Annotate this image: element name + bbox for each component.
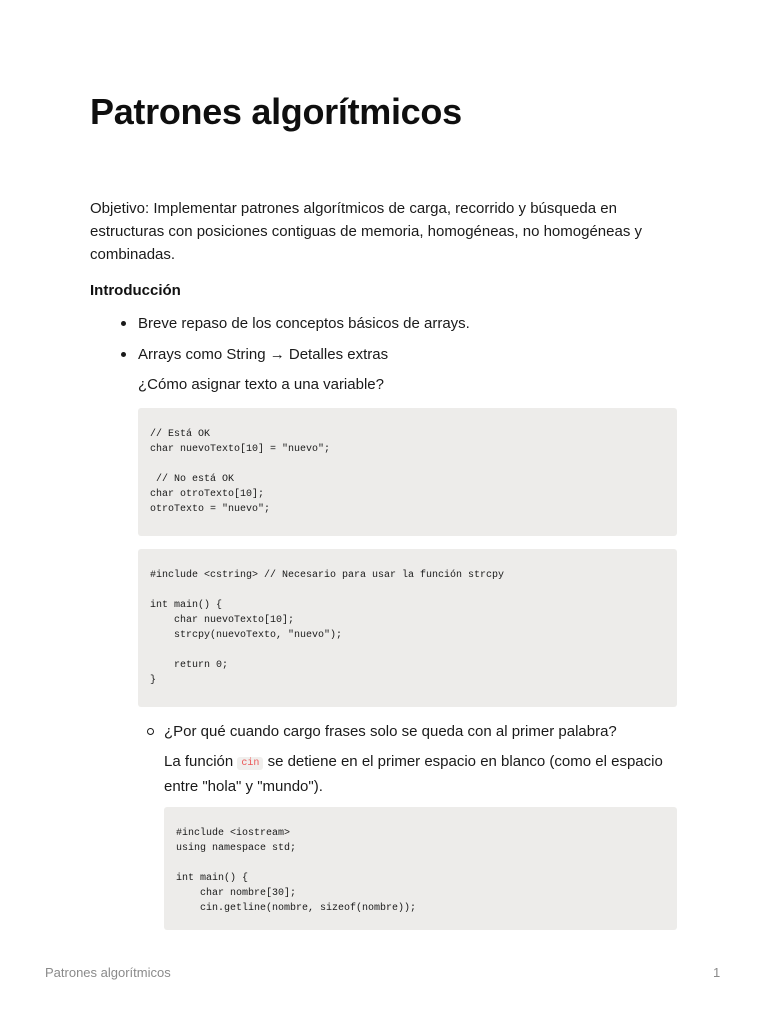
code-block-getline <box>164 807 677 930</box>
explanation-text-after: se detiene en el primer espacio en blanco (como el espacio <box>263 753 663 770</box>
bullet-dot <box>121 352 126 357</box>
sub-bullet-item-frases: ¿Por qué cuando cargo frases solo se queda con al primer palabra? <box>164 723 617 740</box>
section-heading-introduccion: Introducción <box>90 282 181 299</box>
code-block-strcpy <box>138 549 677 707</box>
objective-paragraph: Objetivo: Implementar patrones algorítmicos de carga, recorrido y búsqueda en estructuras con posiciones contiguas de memoria, homogéneas, no homogéneas y combinadas. <box>90 200 642 263</box>
question-assign-text: ¿Cómo asignar texto a una variable? <box>138 376 384 393</box>
footer-page-number: 1 <box>713 965 721 980</box>
explanation-text-before: La función <box>164 753 238 770</box>
bullet-item-arrays-string: Arrays como String → Detalles extras <box>138 346 389 363</box>
code-assign: // Está OK char nuevoTexto[10] = "nuevo"; // No está OK char otroTexto[10]; otroTexto = "nuevo"; <box>150 429 331 515</box>
explanation-paragraph <box>164 750 684 798</box>
code-getline: #include <iostream> using namespace std; int main() { char nombre[30]; cin.getline(nombre, sizeof(nombre)); <box>176 828 417 914</box>
code-strcpy: #include <cstring> // Necesario para usar la función strcpy int main() { char nuevoTexto[10]; strcpy(nuevoTexto, "nuevo"); return 0; } <box>150 570 505 686</box>
bullet-dot <box>121 321 126 326</box>
sub-bullet-circle <box>147 728 154 735</box>
inline-code-cin: cin <box>237 757 263 770</box>
code-block-assign <box>138 408 677 536</box>
page-title: Patrones algorítmicos <box>90 91 462 132</box>
bullet-item-arrays-review: Breve repaso de los conceptos básicos de arrays. <box>138 315 470 332</box>
explanation-text-line2: entre "hola" y "mundo"). <box>164 778 323 795</box>
footer-title: Patrones algorítmicos <box>45 965 171 980</box>
